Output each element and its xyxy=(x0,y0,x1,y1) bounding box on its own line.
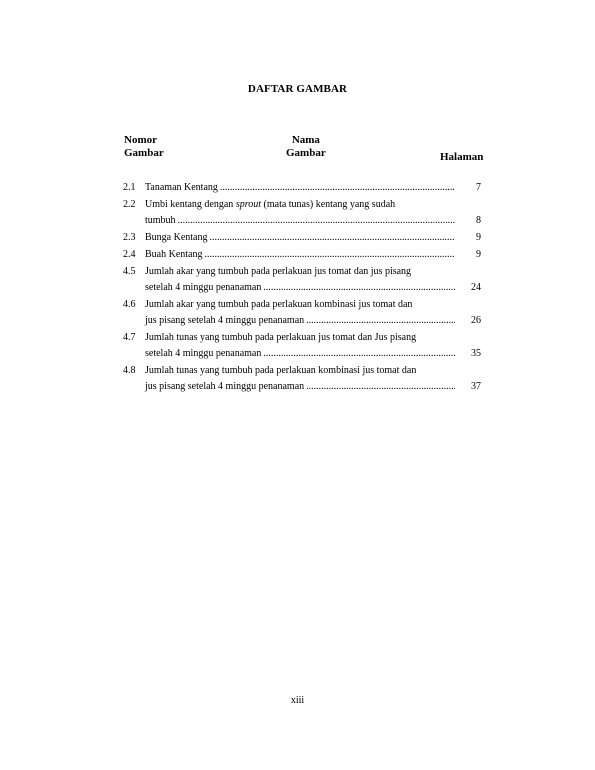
figure-number: 4.7 xyxy=(123,332,136,343)
leader-dots xyxy=(306,313,455,329)
leader-dots xyxy=(263,346,455,362)
header-nama-line2: Gambar xyxy=(286,147,326,159)
header-nomor-line2: Gambar xyxy=(124,147,164,159)
figure-page-number: 9 xyxy=(476,232,481,243)
figure-caption: Jumlah akar yang tumbuh pada perlakuan jus tomat dan jus pisang xyxy=(145,266,412,277)
figure-number: 4.6 xyxy=(123,299,136,310)
header-nama-line1: Nama xyxy=(291,134,320,146)
figure-caption: Umbi kentang dengan sprout (mata tunas) kentang yang sudah xyxy=(145,199,396,210)
figure-page-number: 26 xyxy=(471,315,481,326)
figure-caption: setelah 4 minggu penanaman xyxy=(145,282,262,293)
figure-caption: Tanaman Kentang xyxy=(145,182,218,193)
figure-page-number: 24 xyxy=(471,282,481,293)
figure-caption: tumbuh xyxy=(145,215,176,226)
header-halaman: Halaman xyxy=(440,151,484,163)
figure-number: 4.8 xyxy=(123,365,136,376)
figure-number: 2.1 xyxy=(123,182,136,193)
figure-caption: jus pisang setelah 4 minggu penanaman xyxy=(145,315,305,326)
list-item[interactable] xyxy=(123,197,485,229)
leader-dots xyxy=(205,247,456,263)
list-item[interactable] xyxy=(123,330,485,362)
leader-dots xyxy=(210,230,456,246)
figure-caption: Buah Kentang xyxy=(145,249,203,260)
figure-caption: Jumlah akar yang tumbuh pada perlakuan kombinasi jus tomat dan xyxy=(145,299,413,310)
page-number: xiii xyxy=(290,695,305,706)
figure-caption: Jumlah tunas yang tumbuh pada perlakuan jus tomat dan Jus pisang xyxy=(145,332,417,343)
figure-caption: setelah 4 minggu penanaman xyxy=(145,348,262,359)
figure-list xyxy=(123,180,485,396)
figure-caption: Bunga Kentang xyxy=(145,232,208,243)
figure-number: 2.3 xyxy=(123,232,136,243)
list-item[interactable] xyxy=(123,363,485,395)
leader-dots xyxy=(220,180,455,196)
figure-page-number: 7 xyxy=(476,182,481,193)
header-nomor-gambar xyxy=(124,134,164,160)
figure-caption: Jumlah tunas yang tumbuh pada perlakuan kombinasi jus tomat dan xyxy=(145,365,417,376)
list-item[interactable] xyxy=(123,230,485,246)
figure-number: 2.2 xyxy=(123,199,136,210)
figure-page-number: 37 xyxy=(471,381,481,392)
list-item[interactable] xyxy=(123,297,485,329)
list-item[interactable] xyxy=(123,264,485,296)
figure-caption: jus pisang setelah 4 minggu penanaman xyxy=(145,381,305,392)
leader-dots xyxy=(263,280,455,296)
header-nomor-line1: Nomor xyxy=(124,134,157,146)
leader-dots xyxy=(306,379,455,395)
figure-number: 4.5 xyxy=(123,266,136,277)
figure-page-number: 8 xyxy=(476,215,481,226)
figure-page-number: 35 xyxy=(471,348,481,359)
page-title: DAFTAR GAMBAR xyxy=(247,83,348,95)
figure-page-number: 9 xyxy=(476,249,481,260)
list-item[interactable] xyxy=(123,247,485,263)
figure-number: 2.4 xyxy=(123,249,136,260)
header-nama-gambar xyxy=(286,134,326,160)
leader-dots xyxy=(178,213,455,229)
italic-term: sprout xyxy=(235,199,262,210)
list-item[interactable] xyxy=(123,180,485,196)
